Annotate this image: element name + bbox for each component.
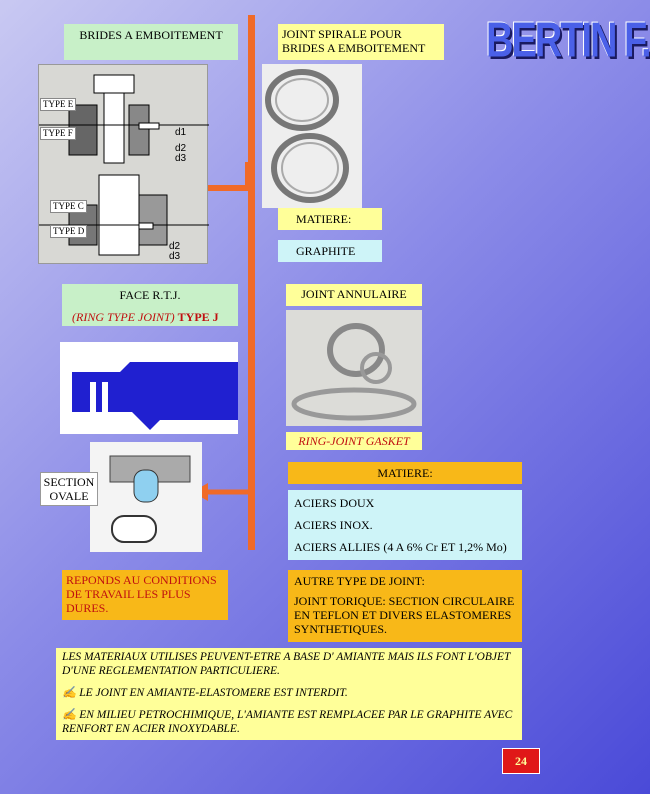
ring-type-label bbox=[62, 308, 238, 326]
note-line-3-text: EN MILIEU PETROCHIMIQUE, L'AMIANTE EST REMPLACEE PAR LE GRAPHITE AVEC RENFORT EN ACIER INOXYDABLE. bbox=[62, 709, 513, 735]
autre-type-label: AUTRE TYPE DE JOINT: bbox=[294, 574, 425, 588]
ring-joint-photo bbox=[286, 310, 422, 426]
dim-d3: d3 bbox=[175, 153, 187, 164]
brides-title: BRIDES A EMBOITEMENT bbox=[64, 24, 238, 60]
oval-section-drawing bbox=[90, 442, 202, 552]
bullet-icon: ✍ bbox=[62, 687, 77, 699]
note-line-2-text: LE JOINT EN AMIANTE-ELASTOMERE EST INTERDIT. bbox=[79, 687, 348, 699]
dim-d1: d1 bbox=[175, 127, 187, 138]
spiral-gasket-photo bbox=[262, 64, 362, 208]
ring-type-text: (RING TYPE JOINT) bbox=[72, 310, 175, 324]
label-type-f: TYPE F bbox=[40, 127, 76, 140]
joint-torique-text: JOINT TORIQUE: SECTION CIRCULAIRE EN TEFLON ET DIVERS ELASTOMERES SYNTHETIQUES. bbox=[294, 594, 515, 636]
ring-joint-gasket-label: RING-JOINT GASKET bbox=[286, 432, 422, 450]
type-j-text: TYPE J bbox=[177, 310, 219, 324]
label-type-e: TYPE E bbox=[40, 98, 76, 111]
dim-d3b: d3 bbox=[169, 251, 181, 262]
joint-annulaire-title: JOINT ANNULAIRE bbox=[286, 284, 422, 306]
orange-divider bbox=[248, 15, 255, 550]
label-type-d: TYPE D bbox=[50, 225, 87, 238]
material-aciers-allies: ACIERS ALLIES (4 A 6% Cr ET 1,2% Mo) bbox=[294, 540, 507, 554]
bullet-icon: ✍ bbox=[62, 709, 77, 721]
note-line-3 bbox=[62, 708, 516, 736]
joint-spirale-title: JOINT SPIRALE POUR BRIDES A EMBOITEMENT bbox=[278, 24, 444, 60]
materials-list bbox=[288, 490, 522, 560]
dim-d2b: d2 bbox=[169, 241, 181, 252]
autre-type-box bbox=[288, 570, 522, 642]
bottom-notes bbox=[56, 648, 522, 740]
bertin-logo: BERTIN F. bbox=[486, 13, 650, 69]
note-line-1: LES MATERIAUX UTILISES PEUVENT-ETRE A BASE D' AMIANTE MAIS ILS FONT L'OBJET D'UNE REGLEMENTATION PARTICULIERE. bbox=[62, 651, 511, 677]
material-aciers-doux: ACIERS DOUX bbox=[294, 496, 375, 510]
dim-d2: d2 bbox=[175, 143, 187, 154]
note-line-2 bbox=[62, 686, 516, 700]
face-rtj-title: FACE R.T.J. bbox=[62, 284, 238, 308]
rtj-profile-drawing bbox=[60, 342, 238, 434]
page-number: 24 bbox=[502, 748, 540, 774]
material-aciers-inox: ACIERS INOX. bbox=[294, 518, 373, 532]
matiere-label-2: MATIERE: bbox=[288, 462, 522, 484]
graphite-label: GRAPHITE bbox=[278, 240, 382, 262]
section-ovale-label: SECTION OVALE bbox=[40, 472, 98, 506]
reponds-note: REPONDS AU CONDITIONS DE TRAVAIL LES PLUS DURES. bbox=[62, 570, 228, 620]
matiere-label-1: MATIERE: bbox=[278, 208, 382, 230]
label-type-c: TYPE C bbox=[50, 200, 87, 213]
